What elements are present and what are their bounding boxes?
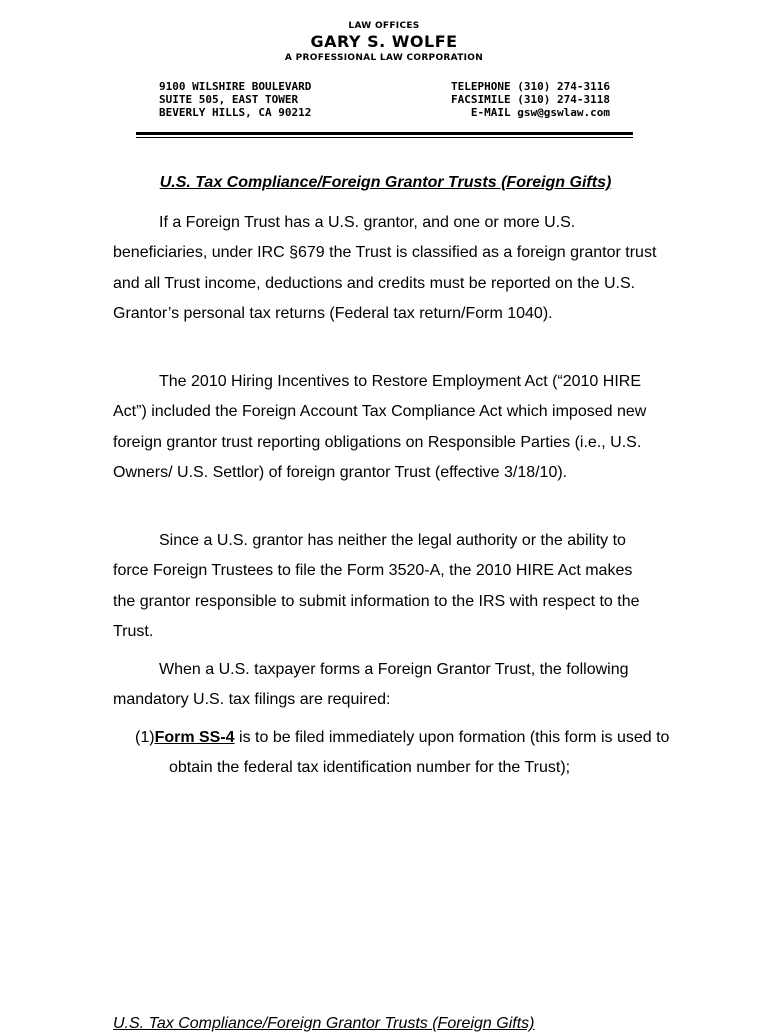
telephone-line: TELEPHONE (310) 274-3116: [451, 80, 610, 93]
address-line: BEVERLY HILLS, CA 90212: [159, 106, 312, 119]
address-block: [159, 80, 311, 119]
firm-name: GARY S. WOLFE: [310, 32, 458, 51]
letterhead-divider-thick: [136, 132, 633, 135]
address-line: SUITE 505, EAST TOWER: [159, 93, 299, 106]
form-ss4-label: Form SS-4: [154, 729, 235, 746]
paragraph-4: When a U.S. taxpayer forms a Foreign Grantor Trust, the following mandatory U.S. tax filings are required:: [113, 661, 629, 709]
list-item-number: (1): [135, 729, 155, 746]
letterhead: [0, 20, 768, 64]
list-item: [135, 723, 694, 784]
document-title: U.S. Tax Compliance/Foreign Grantor Trusts (Foreign Gifts): [159, 174, 612, 191]
address-line: 9100 WILSHIRE BOULEVARD: [159, 80, 312, 93]
list-item-text: is to be filed immediately upon formation (this form is used to obtain the federal tax identification number for the Trust);: [169, 729, 670, 777]
facsimile-line: FACSIMILE (310) 274-3118: [451, 93, 610, 106]
paragraph-2: The 2010 Hiring Incentives to Restore Employment Act (“2010 HIRE Act”) included the Foreign Account Tax Compliance Act which imposed new foreign grantor trust reporting obligations on Responsible Parties (i.e., U.S. Owners/ U.S. Settlor) of foreign grantor Trust (effective 3/18/10).: [113, 373, 647, 481]
law-offices-label: LAW OFFICES: [348, 21, 420, 31]
next-page-title: U.S. Tax Compliance/Foreign Grantor Trusts (Foreign Gifts): [113, 1015, 535, 1032]
paragraph-3: Since a U.S. grantor has neither the legal authority or the ability to force Foreign Trustees to file the Form 3520-A, the 2010 HIRE Act makes the grantor responsible to submit information to the IRS with respect to the Trust.: [113, 532, 640, 640]
letterhead-divider-thin: [136, 137, 633, 138]
contact-block: [410, 80, 610, 119]
email-line: E-MAIL gsw@gswlaw.com: [470, 106, 610, 119]
paragraph-1: If a Foreign Trust has a U.S. grantor, and one or more U.S. beneficiaries, under IRC §679 the Trust is classified as a foreign grantor trust and all Trust income, deductions and credits must be reported on the U.S. Grantor’s personal tax returns (Federal tax return/Form 1040).: [113, 214, 657, 322]
corporation-label: A PROFESSIONAL LAW CORPORATION: [284, 53, 484, 63]
